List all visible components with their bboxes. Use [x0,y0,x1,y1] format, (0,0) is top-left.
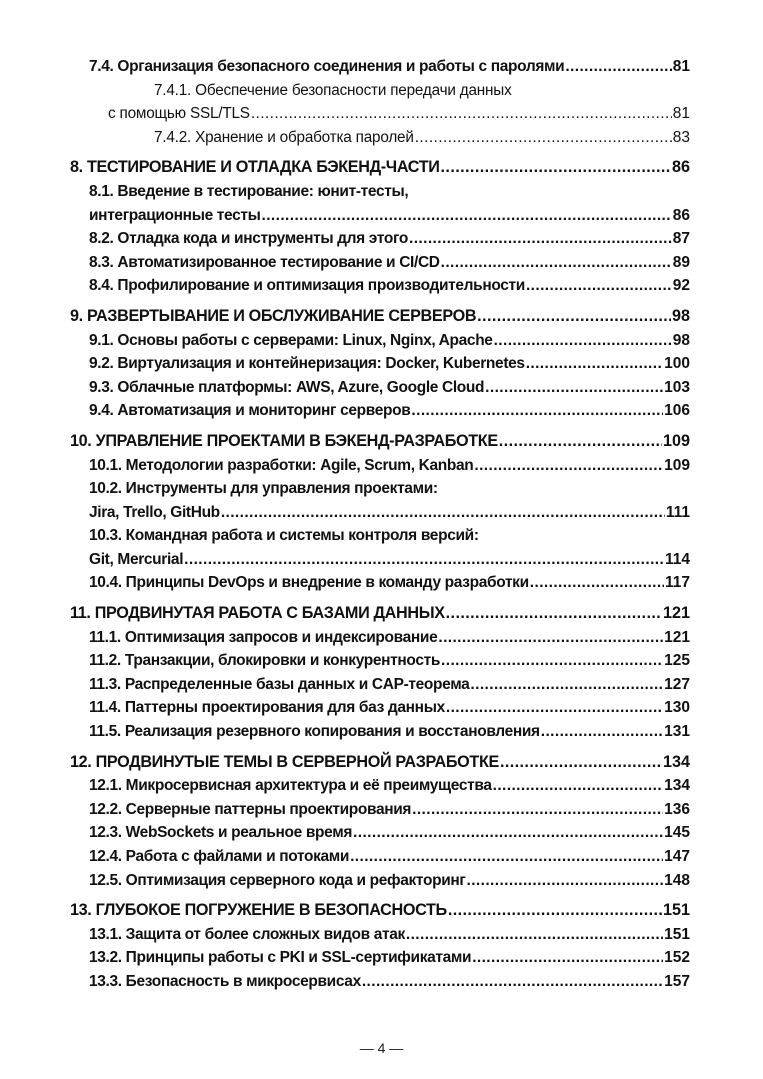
dot-leader [350,845,663,869]
toc-entry [70,79,690,103]
toc-entry [70,204,690,228]
toc-page-number: 86 [671,158,690,177]
toc-entry-title: 8.3. Автоматизированное тестирование и CI/CD [89,253,440,271]
toc-entry-title: 11.5. Реализация резервного копирования и восстановления [89,723,540,741]
toc-chapter-entry [70,899,690,923]
toc-entry-title: 9. РАЗВЕРТЫВАНИЕ И ОБСЛУЖИВАНИЕ СЕРВЕРОВ [70,306,477,325]
toc-entry [70,845,690,869]
toc-entry-title: 10. УПРАВЛЕНИЕ ПРОЕКТАМИ В БЭКЕНД-РАЗРАБОТКЕ [70,431,498,450]
dot-leader [441,649,663,673]
toc-page-number: 117 [664,574,690,592]
dot-leader [406,923,663,947]
toc-page-number: 81 [672,58,690,75]
dot-leader [411,399,663,423]
toc-entry-title: 12. ПРОДВИНУТЫЕ ТЕМЫ В СЕРВЕРНОЙ РАЗРАБОТКЕ [70,752,499,771]
toc-entry-title: Jira, Trello, GitHub [89,503,220,521]
toc-entry-title: 13. ГЛУБОКОЕ ПОГРУЖЕНИЕ В БЕЗОПАСНОСТЬ [70,901,447,920]
toc-page-number: 121 [662,604,690,623]
toc-entry [70,352,690,376]
toc-page-number: 98 [671,306,690,325]
toc-entry-title: 11.3. Распределенные базы данных и CAP-теорема [89,675,470,693]
dot-leader [477,305,671,329]
toc-page-number: 86 [672,206,690,224]
toc-chapter-entry [70,156,690,180]
toc-page-number: 134 [664,777,690,795]
toc-chapter-entry [70,305,690,329]
dot-leader [500,751,662,775]
toc-page-number: 109 [662,431,690,450]
dot-leader [251,102,672,126]
toc-entry [70,126,690,150]
dot-leader [530,571,664,595]
toc-page-number: 92 [672,277,690,295]
dot-leader [221,501,665,525]
toc-entry [70,923,690,947]
toc-entry-title: 9.1. Основы работы с серверами: Linux, Nginx, Apache [89,331,493,349]
toc-page-number: 152 [664,949,690,967]
toc-entry [70,720,690,744]
toc-entry-title: 12.2. Серверные паттерны проектирования [89,800,412,818]
toc-entry-title: Git, Mercurial [89,550,184,568]
dot-leader [362,970,663,994]
toc-entry [70,946,690,970]
toc-page-number: 127 [664,675,690,693]
toc-entry-title: 13.2. Принципы работы с PKI и SSL-сертификатами [89,949,472,967]
dot-leader [467,869,664,893]
page-number: — 4 — [359,1040,404,1056]
toc-entry [70,524,690,548]
dot-leader [409,227,672,251]
toc-entry-title: с помощью SSL/TLS [108,105,250,123]
toc-page-number: 125 [664,652,690,670]
toc-entry [70,649,690,673]
toc-entry [70,869,690,893]
toc-page-number: 121 [664,628,690,646]
toc-entry-title: 8.2. Отладка кода и инструменты для этого [89,230,408,248]
toc-page-number: 89 [672,253,690,271]
dot-leader [499,430,662,454]
toc-entry-title: 9.2. Виртуализация и контейнеризация: Docker, Kubernetes [89,355,525,373]
toc-entry-title: 13.3. Безопасность в микросервисах [89,972,361,990]
toc-page-number: 87 [672,230,690,248]
toc-page-number: 147 [664,848,690,865]
toc-page-number: 148 [664,871,690,889]
toc-entry-title: 12.1. Микросервисная архитектура и её преимущества [89,777,492,795]
toc-page-number: 130 [664,699,690,717]
toc-entry-title: 10.3. Командная работа и системы контроля версий: [89,527,479,545]
toc-entry [70,227,690,251]
dot-leader [415,126,672,150]
toc-entry-title: 8.4. Профилирование и оптимизация производительности [89,277,525,295]
dot-leader [485,376,663,400]
toc-entry [70,274,690,298]
dot-leader [448,899,662,923]
toc-entry [70,774,690,798]
toc-entry-title: 11.4. Паттерны проектирования для баз данных [89,699,445,717]
toc-page-number: 136 [664,800,690,818]
dot-leader [441,251,672,275]
toc-entry-title: 7.4.1. Обеспечение безопасности передачи данных [154,81,512,99]
dot-leader [541,720,663,744]
toc-chapter-entry [70,602,690,626]
toc-entry [70,477,690,501]
dot-leader [526,274,672,298]
toc-entry-title: 13.1. Защита от более сложных видов атак [89,925,405,943]
toc-entry-title: 10.1. Методологии разработки: Agile, Scrum, Kanban [89,456,474,474]
dot-leader [353,821,663,845]
toc-page-number: 131 [664,723,690,741]
toc-page-number: 98 [672,331,690,349]
dot-leader [184,548,664,572]
toc-entry-title: 9.4. Автоматизация и мониторинг серверов [89,402,411,420]
dot-leader [526,352,663,376]
toc-page-number: 134 [662,752,690,771]
toc-entry-title: 10.2. Инструменты для управления проектами: [89,480,438,498]
dot-leader [565,55,671,79]
toc-entry [70,696,690,720]
toc-entry-title: 12.5. Оптимизация серверного кода и рефакторинг [89,871,466,889]
toc-page-number: 109 [664,456,690,474]
toc-entry [70,673,690,697]
dot-leader [472,946,663,970]
dot-leader [446,696,663,720]
toc-chapter-entry [70,751,690,775]
dot-leader [446,602,662,626]
toc-entry [70,970,690,994]
toc-entry [70,501,690,525]
toc-entry [70,571,690,595]
toc-entry-title: 10.4. Принципы DevOps и внедрение в команду разработки [89,574,529,592]
dot-leader [494,329,672,353]
toc-entry-title: 11.1. Оптимизация запросов и индексирование [89,628,438,646]
toc-entry-title: 7.4.2. Хранение и обработка паролей [154,128,414,146]
toc-entry [70,329,690,353]
toc-page-number: 106 [664,402,690,420]
toc-entry [70,399,690,423]
dot-leader [470,673,663,697]
toc-entry-title: 11. ПРОДВИНУТАЯ РАБОТА С БАЗАМИ ДАННЫХ [70,604,445,623]
toc-entry-title: 12.3. WebSockets и реальное время [89,824,353,842]
toc-page-number: 157 [664,972,690,990]
dot-leader [262,204,672,228]
toc-entry [70,102,690,126]
toc-page-number: 145 [664,824,690,842]
toc-entry-title: 12.4. Работа с файлами и потоками [89,848,350,865]
toc-entry [70,454,690,478]
toc-entry-title: 11.2. Транзакции, блокировки и конкурентность [89,652,441,670]
toc-entry [70,626,690,650]
toc-page-number: 100 [664,355,690,373]
toc-entry [70,376,690,400]
toc-entry-title: 8.1. Введение в тестирование: юнит-тесты, [89,182,409,200]
toc-page-number: 151 [662,901,690,920]
dot-leader [438,626,663,650]
toc-entry [70,548,690,572]
toc-entry-title: 8. ТЕСТИРОВАНИЕ И ОТЛАДКА БЭКЕНД-ЧАСТИ [70,158,440,177]
toc-entry [70,798,690,822]
toc-entry [70,180,690,204]
dot-leader [474,454,663,478]
toc-page-number: 111 [665,503,690,521]
dot-leader [493,774,664,798]
dot-leader [441,156,671,180]
toc-page-number: 81 [672,105,690,123]
toc-entry-title: 7.4. Организация безопасного соединения и работы с паролями [89,58,565,75]
toc-page-number: 83 [672,128,690,146]
toc-entry-title: 9.3. Облачные платформы: AWS, Azure, Google Cloud [89,378,485,396]
toc-entry-title: интеграционные тесты [89,206,261,224]
toc-page-number: 114 [664,550,690,568]
toc-entry [70,55,690,79]
toc-entry [70,251,690,275]
table-of-contents [70,55,690,994]
dot-leader [412,798,663,822]
toc-chapter-entry [70,430,690,454]
toc-page-number: 151 [664,925,690,943]
toc-entry [70,821,690,845]
toc-page-number: 103 [664,378,690,396]
